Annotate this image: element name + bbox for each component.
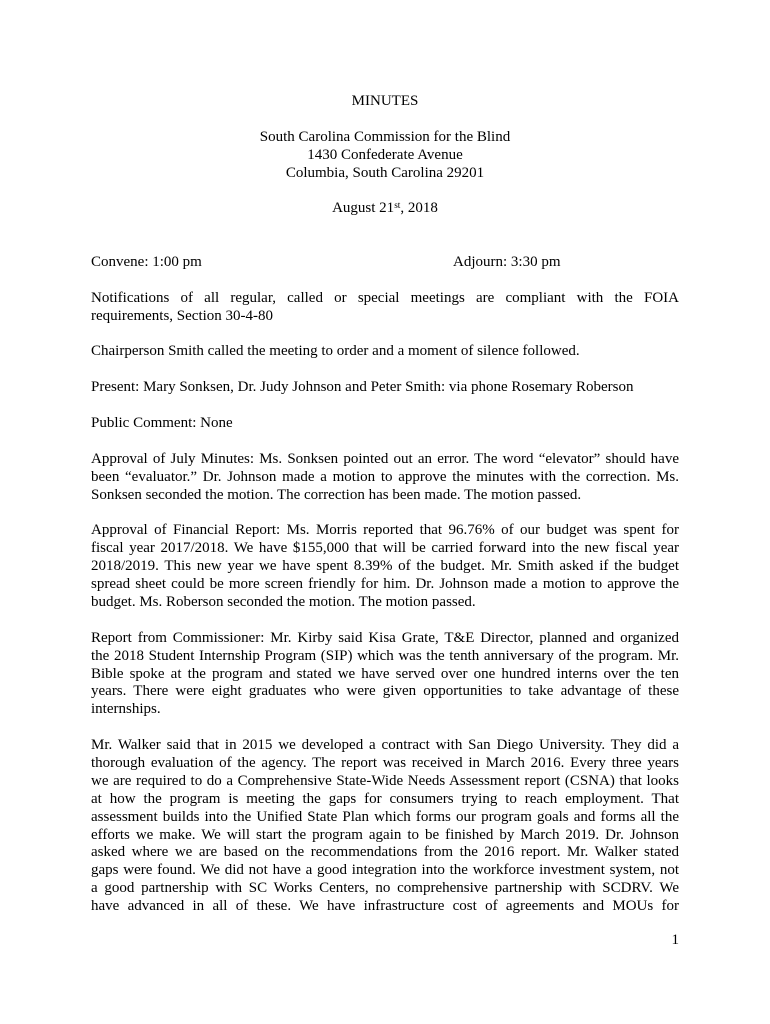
paragraph-line: Bible spoke at the program and stated we have served over one hundred interns over the ten [91, 665, 679, 682]
paragraph [91, 451, 679, 505]
paragraph-line: internships. [91, 701, 161, 718]
paragraph-line: Present: Mary Sonksen, Dr. Judy Johnson and Peter Smith: via phone Rosemary Roberson [91, 379, 634, 396]
meeting-date-main: August 21 [332, 200, 395, 217]
paragraph-line: Notifications of all regular, called or special meetings are compliant with the FOIA [91, 289, 679, 306]
blank-line [91, 272, 679, 290]
convene-time: Convene: 1:00 pm [91, 254, 202, 271]
organization-name: South Carolina Commission for the Blind [259, 128, 511, 145]
page-number: 1 [671, 932, 679, 948]
paragraph-line: at how the program is meeting the gaps for consumers trying to reach employment. That [91, 790, 679, 807]
paragraph-line: Approval of Financial Report: Ms. Morris reported that 96.76% of our budget was spent for [91, 522, 679, 539]
paragraph-line: Sonksen seconded the motion. The correction has been made. The motion passed. [91, 486, 582, 503]
paragraph-line: spread sheet could be more screen friendly for him. Dr. Johnson made a motion to approve the [91, 576, 679, 593]
minutes-paragraphs [91, 290, 679, 916]
paragraph-line: asked where we are based on the recommendations from the 2016 report. Mr. Walker stated [91, 844, 679, 861]
paragraph-line: years. There were eight graduates who were given opportunities to take advantage of these [91, 683, 679, 700]
paragraph [91, 415, 679, 433]
paragraph-line: Report from Commissioner: Mr. Kirby said Kisa Grate, T&E Director, planned and organized [91, 629, 679, 646]
paragraph-line: been “evaluator.” Dr. Johnson made a motion to approve the minutes with the correction. Ms. [91, 468, 679, 485]
paragraph-line: Public Comment: None [91, 415, 233, 432]
paragraph-line: efforts we make. We will start the program again to be finished by March 2019. Dr. Johnson [91, 826, 679, 843]
paragraph-line: a good partnership with SC Works Centers, no comprehensive partnership with SCDRV. We [91, 880, 679, 897]
paragraph-line: 2018/2019. This new year we have spent 8.39% of the budget. Mr. Smith asked if the budget [91, 558, 679, 575]
paragraph [91, 343, 679, 361]
paragraph [91, 630, 679, 719]
paragraph-line: have advanced in all of these. We have infrastructure cost of agreements and MOUs for [91, 898, 679, 915]
meeting-date-year: , 2018 [400, 200, 438, 217]
paragraph-line: thorough evaluation of the agency. The report was received in March 2016. Every three years [91, 754, 679, 771]
address-line: Columbia, South Carolina 29201 [285, 164, 485, 181]
meeting-date [91, 200, 679, 218]
paragraph-line: the 2018 Student Internship Program (SIP) which was the tenth anniversary of the program. Mr. [91, 647, 679, 664]
paragraph [91, 737, 679, 916]
document-body [91, 93, 679, 934]
address-line: 1430 Confederate Avenue [307, 146, 463, 163]
paragraph-line: gaps were found. We did not have a good integration into the workforce investment system, not [91, 862, 679, 879]
document-title: MINUTES [351, 93, 419, 109]
adjourn-time: Adjourn: 3:30 pm [453, 254, 561, 271]
paragraph-line: we are required to do a Comprehensive State-Wide Needs Assessment report (CSNA) that looks [91, 772, 679, 789]
paragraph-line: Approval of July Minutes: Ms. Sonksen pointed out an error. The word “elevator” should have [91, 450, 679, 467]
paragraph-line: Mr. Walker said that in 2015 we developed a contract with San Diego University. They did a [91, 737, 679, 754]
paragraph-line: budget. Ms. Roberson seconded the motion. The motion passed. [91, 593, 476, 610]
paragraph-line: Chairperson Smith called the meeting to order and a moment of silence followed. [91, 343, 580, 360]
paragraph-line: requirements, Section 30-4-80 [91, 307, 274, 324]
meeting-date-ordinal: st [394, 201, 401, 212]
blank-line [91, 236, 679, 254]
paragraph [91, 379, 679, 397]
meeting-times [91, 254, 679, 272]
paragraph [91, 522, 679, 611]
paragraph [91, 290, 679, 326]
paragraph-line: assessment builds into the Unified State Plan which forms our program goals and forms all the [91, 808, 679, 825]
blank-line [91, 182, 679, 200]
paragraph-line: fiscal year 2017/2018. We have $155,000 that will be carried forward into the new fiscal year [91, 540, 679, 557]
blank-line [91, 111, 679, 129]
blank-line [91, 218, 679, 236]
